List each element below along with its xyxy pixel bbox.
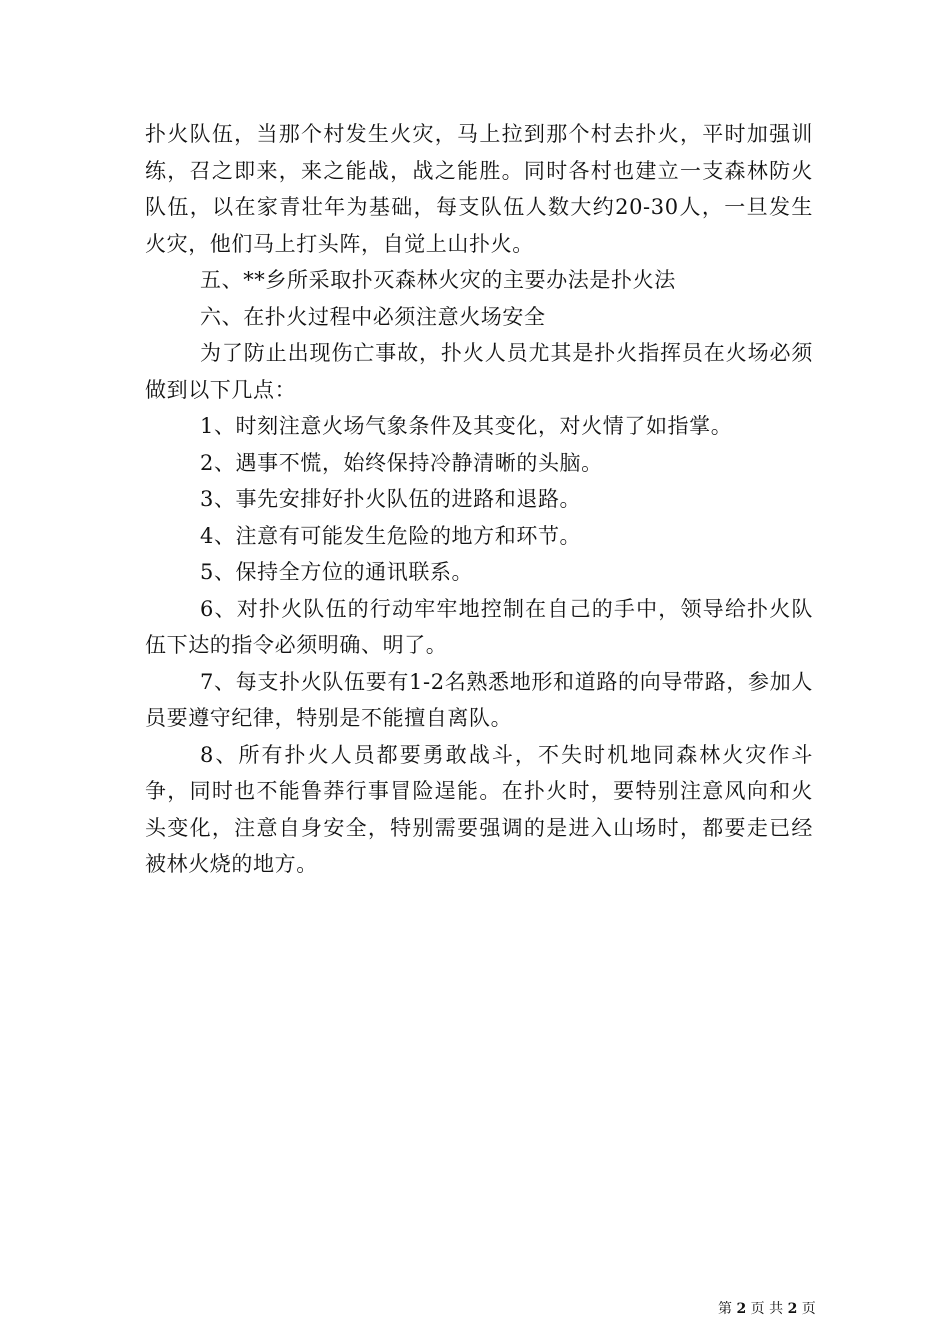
footer-suffix: 页 (801, 1301, 816, 1317)
list-item-5: 5、保持全方位的通讯联系。 (200, 560, 474, 584)
list-item-6: 6、对扑火队伍的行动牢牢地控制在自己的手中，领导给扑火队伍下达的指令必须明确、明了。 (145, 596, 813, 657)
footer-total-pages: 2 (787, 1301, 798, 1317)
footer-current-page: 2 (736, 1301, 747, 1317)
heading-section-six: 六、在扑火过程中必须注意火场安全 (200, 304, 546, 329)
list-item-3: 3、事先安排好扑火队伍的进路和退路。 (200, 487, 582, 511)
list-item-2: 2、遇事不慌，始终保持冷静清晰的头脑。 (200, 450, 603, 475)
list-item-7: 7、每支扑火队伍要有1-2名熟悉地形和道路的向导带路，参加人员要遵守纪律，特别是不能擅自离队。 (145, 669, 813, 730)
document-body (145, 116, 813, 883)
paragraph-continuation: 扑火队伍，当那个村发生火灾，马上拉到那个村去扑火，平时加强训练，召之即来，来之能战，战之能胜。同时各村也建立一支森林防火队伍，以在家青壮年为基础，每支队伍人数大约20-30人，一旦发生火灾，他们马上打头阵，自觉上山扑火。 (145, 122, 813, 256)
footer-middle: 页 共 (750, 1301, 784, 1317)
heading-section-five: 五、**乡所采取扑灭森林火灾的主要办法是扑火法 (200, 268, 676, 292)
footer-prefix: 第 (718, 1301, 732, 1317)
paragraph-intro: 为了防止出现伤亡事故，扑火人员尤其是扑火指挥员在火场必须做到以下几点： (145, 341, 813, 402)
page-footer (718, 1300, 816, 1318)
list-item-8: 8、所有扑火人员都要勇敢战斗，不失时机地同森林火灾作斗争，同时也不能鲁莽行事冒险逞能。在扑火时，要特别注意风向和火头变化，注意自身安全，特别需要强调的是进入山场时，都要走已经被林火烧的地方。 (145, 742, 813, 876)
list-item-1: 1、时刻注意火场气象条件及其变化，对火情了如指掌。 (200, 414, 733, 438)
list-item-4: 4、注意有可能发生危险的地方和环节。 (200, 523, 582, 548)
